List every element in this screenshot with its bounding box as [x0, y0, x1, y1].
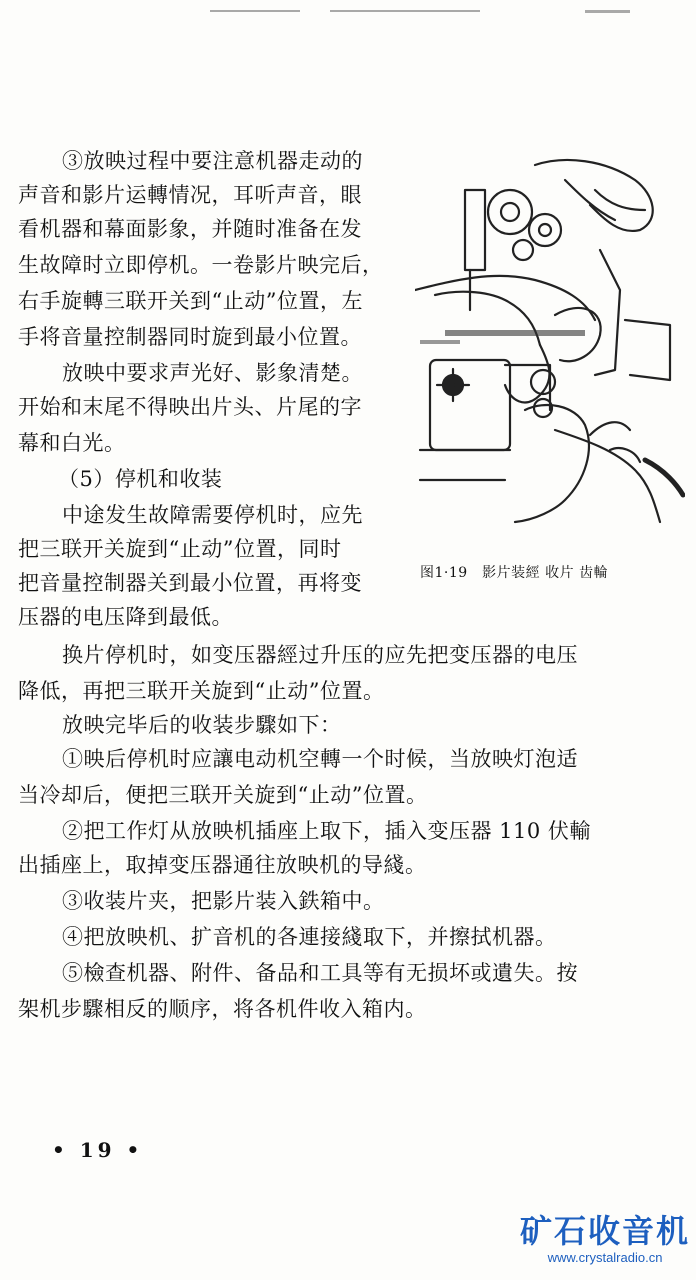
text-line: 降低，再把三联开关旋到“止动”位置。	[18, 679, 385, 703]
text-line: 把三联开关旋到“止动”位置，同时	[18, 537, 342, 561]
text-line: 换片停机时，如变压器經过升压的应先把变压器的电压	[62, 643, 578, 667]
scan-noise	[585, 10, 630, 13]
list-item: ①映后停机时应讓电动机空轉一个时候，当放映灯泡适	[62, 747, 578, 771]
section-heading: （5）停机和收装	[58, 467, 223, 491]
text-line: 右手旋轉三联开关到“止动”位置，左	[18, 289, 363, 313]
list-item: ④把放映机、扩音机的各連接綫取下，并擦拭机器。	[62, 925, 557, 949]
text-line: 当冷却后，便把三联开关旋到“止动”位置。	[18, 783, 428, 807]
text-line: 放映完毕后的收装步驟如下：	[62, 713, 342, 737]
text-line: 压器的电压降到最低。	[18, 605, 233, 629]
projector-hands-illustration	[415, 150, 685, 525]
list-item: ③收装片夹，把影片装入鉄箱中。	[62, 889, 385, 913]
text-line: 手将音量控制器同时旋到最小位置。	[18, 325, 362, 349]
text-line: 中途发生故障需要停机时，应先	[62, 503, 363, 527]
list-item: ②把工作灯从放映机插座上取下，插入变压器 110 伏輸	[62, 819, 591, 843]
text-line: 把音量控制器关到最小位置，再将变	[18, 571, 362, 595]
watermark-url: www.crystalradio.cn	[547, 1250, 663, 1265]
text-line: 生故障时立即停机。一卷影片映完后，	[18, 253, 384, 277]
text-line: 架机步驟相反的顺序，将各机件收入箱内。	[18, 997, 427, 1021]
text-line: 声音和影片运轉情况，耳听声音，眼	[18, 183, 362, 207]
figure-caption: 图1·19 影片装經 收片 齿輪	[420, 565, 609, 581]
text-line: ③放映过程中要注意机器走动的	[62, 149, 363, 173]
text-line: 开始和末尾不得映出片头、片尾的字	[18, 395, 362, 419]
scan-noise	[210, 10, 300, 12]
scan-noise	[330, 10, 480, 12]
text-line: 幕和白光。	[18, 431, 126, 455]
text-line: 看机器和幕面影象，并随时准备在发	[18, 217, 362, 241]
text-line: 放映中要求声光好、影象清楚。	[62, 361, 363, 385]
site-watermark	[520, 1212, 690, 1266]
text-line: 出插座上，取掉变压器通往放映机的导綫。	[18, 853, 427, 877]
watermark-title: 矿石收音机	[520, 1212, 691, 1250]
list-item: ⑤檢查机器、附件、备品和工具等有无损坏或遺失。按	[62, 961, 578, 985]
page-number: • 19 •	[52, 1138, 144, 1162]
